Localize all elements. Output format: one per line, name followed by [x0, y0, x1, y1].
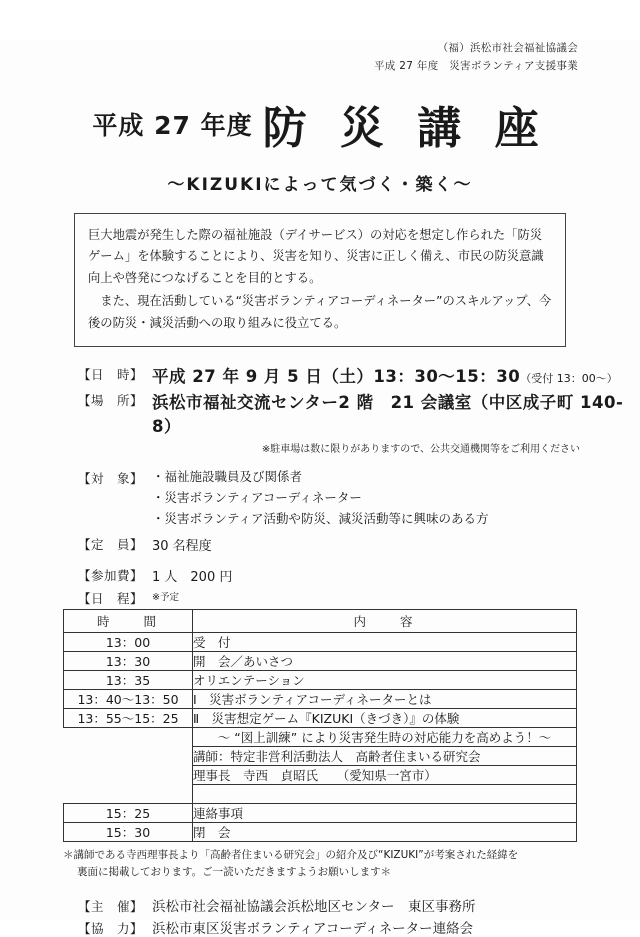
- schedule-note-wrap: [152, 587, 640, 604]
- schedule-label: 【日 程】: [78, 591, 144, 607]
- target-value: [152, 467, 640, 529]
- title-block: [0, 92, 640, 156]
- info-row-place: [78, 389, 640, 437]
- table-row: [64, 633, 577, 652]
- cell-content: 受 付: [193, 633, 577, 652]
- table-row: [64, 709, 577, 728]
- info-row-capacity: [78, 533, 640, 554]
- table-row: [64, 690, 577, 709]
- cell-time: 13：55〜15：25: [64, 709, 193, 728]
- target-list: [152, 467, 640, 529]
- footnote-line-2: 裏面に掲載しております。ご一読いただきますようお願いします＊: [77, 865, 392, 878]
- lead-paragraph-1: 巨大地震が発生した際の福祉施設（デイサービス）の対応を想定し作られた「防災ゲーム」を体験することにより、災害を知り、災害に正しく備え、市民の防災意識向上や啓発につなげることを目的とする。: [88, 227, 544, 285]
- cell-content: 〜 “図上訓練” により災害発生時の対応能力を高めよう！〜: [193, 728, 577, 747]
- footer-row-host: [78, 895, 640, 915]
- fee-value: 1 人 200 円: [152, 570, 233, 586]
- cell-time: 13：30: [64, 652, 193, 671]
- date-label: 【日 時】: [78, 367, 144, 383]
- date-reception: （受付 13：00〜）: [520, 372, 618, 386]
- place-label: 【場 所】: [78, 393, 144, 409]
- cell-content: Ⅱ 災害想定ゲーム『KIZUKI（きづき）』の体験: [193, 709, 577, 728]
- table-row: [64, 823, 577, 842]
- table-row: [64, 766, 577, 785]
- cell-content: オリエンテーション: [193, 671, 577, 690]
- place-value-wrap: [152, 389, 640, 437]
- organization-block: [0, 40, 578, 76]
- footer-row-coop: [78, 917, 640, 937]
- info-row-schedule: [78, 587, 640, 607]
- cell-time: 13：00: [64, 633, 193, 652]
- schedule-note: ※予定: [152, 592, 179, 604]
- table-header-row: [64, 610, 577, 633]
- table-row: [64, 652, 577, 671]
- host-label: 【主 催】: [78, 898, 144, 914]
- cell-content: 理事長 寺西 貞昭氏 （愛知県一宮市）: [193, 766, 577, 785]
- cooperation-value: 浜松市東区災害ボランティアコーディネーター連絡会: [152, 920, 474, 937]
- footnote-line-1: ＊講師である寺西理事長より「高齢者住まいる研究会」の紹介及び“KIZUKI”が考案された経緯を: [63, 849, 519, 862]
- info-row-target: [78, 467, 640, 529]
- cell-time: 15：25: [64, 804, 193, 823]
- host-value: 浜松市社会福祉協議会浜松地区センター 東区事務所: [152, 898, 476, 915]
- list-item: ・ 災害ボランティア活動や防災、減災活動等に興味のある方: [152, 509, 640, 530]
- cell-time: [64, 785, 193, 804]
- column-header-content: 内 容: [193, 610, 577, 633]
- lead-box: [74, 213, 566, 348]
- place-value: 浜松市福祉交流センター2 階 21 会議室: [152, 393, 472, 413]
- list-item: ・ 福祉施設職員及び関係者: [152, 467, 640, 488]
- cell-content: 開 会／あいさつ: [193, 652, 577, 671]
- subtitle: 〜KIZUKIによって気づく・築く〜: [167, 174, 473, 195]
- cell-content: 講師：特定非営利活動法人 高齢者住まいる研究会: [193, 747, 577, 766]
- cell-time: [64, 747, 193, 766]
- page-title: 防 災 講 座: [262, 102, 548, 154]
- cell-content: 連絡事項: [193, 804, 577, 823]
- date-value-wrap: [152, 363, 640, 387]
- cell-content: 閉 会: [193, 823, 577, 842]
- title-year: 平成 27 年度: [92, 110, 253, 140]
- target-label: 【対 象】: [78, 471, 144, 487]
- flyer-page: [0, 40, 640, 937]
- footer-section: [0, 895, 640, 937]
- fee-label: 【参加費】: [78, 568, 144, 584]
- column-header-time: 時 間: [64, 610, 193, 633]
- table-row: [64, 804, 577, 823]
- schedule-table: [63, 609, 577, 842]
- table-row: [64, 785, 577, 804]
- cell-time: 13：40〜13：50: [64, 690, 193, 709]
- place-address: （中区成子町 140-8）: [152, 393, 624, 437]
- cooperation-label: 【協 力】: [78, 920, 144, 936]
- info-row-date: [78, 363, 640, 387]
- cell-time: [64, 766, 193, 785]
- date-value: 平成 27 年 9 月 5 日（土）13：30〜15：30: [152, 367, 521, 387]
- footnote: [63, 847, 577, 881]
- cell-time: 15：30: [64, 823, 193, 842]
- lead-paragraph-2: また、現在活動している“災害ボランティアコーディネーター”のスキルアップ、今後の防災・減災活動への取り組みに役立てる。: [88, 294, 552, 330]
- cell-content: [193, 785, 577, 804]
- table-row: [64, 747, 577, 766]
- info-row-fee: [78, 564, 640, 585]
- parking-note: ※駐車場は数に限りがありますので、公共交通機関等をご利用ください: [261, 444, 580, 456]
- organization-line-1: （福）浜松市社会福祉協議会: [437, 42, 578, 54]
- cell-content: Ⅰ 災害ボランティアコーディネーターとは: [193, 690, 577, 709]
- table-row: [64, 671, 577, 690]
- info-section: [0, 363, 640, 607]
- capacity-value: 30 名程度: [152, 539, 212, 555]
- organization-line-2: 平成 27 年度 災害ボランティア支援事業: [374, 59, 578, 72]
- cell-time: [64, 728, 193, 747]
- table-row: [64, 728, 577, 747]
- capacity-label: 【定 員】: [78, 537, 144, 553]
- list-item: ・ 災害ボランティアコーディネーター: [152, 488, 640, 509]
- cell-time: 13：35: [64, 671, 193, 690]
